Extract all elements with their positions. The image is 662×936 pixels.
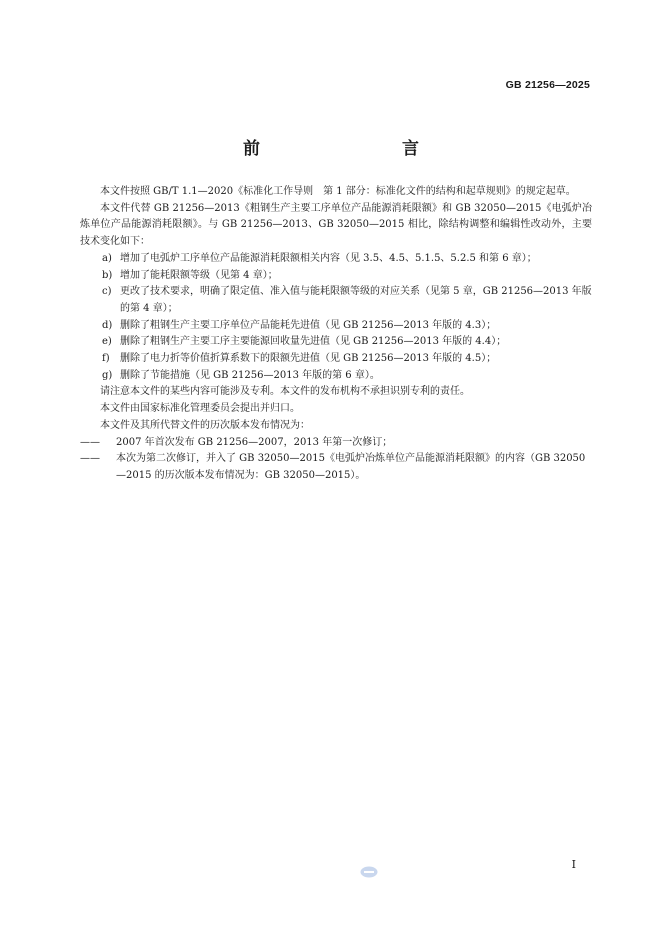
list-marker: c) [102, 286, 112, 298]
paragraph-replacement: 本文件代替 GB 21256—2013《粗钢生产主要工序单位产品能源消耗限额》和 GB 32050—2015《电弧炉冶炼单位产品能源消耗限额》。与 GB 21256—2013、GB 32050—2015 相比，除结构调整和编辑性改动外，主要技术变化如下： [80, 202, 592, 248]
changes-list [80, 251, 592, 385]
paragraph-history-intro: 本文件及其所代替文件的历次版本发布情况为： [100, 419, 310, 431]
list-marker: a) [102, 252, 112, 264]
preface-body [80, 184, 592, 485]
dash-marker: —— [80, 453, 100, 465]
history-item [80, 451, 592, 484]
history-item-text: 本次为第二次修订，并入了 GB 32050—2015《电弧炉冶炼单位产品能源消耗限额》的内容（GB 32050—2015 的历次版本发布情况为：GB 32050—2015）。 [116, 453, 586, 481]
list-item [80, 351, 592, 368]
paragraph-patent-note: 请注意本文件的某些内容可能涉及专利。本文件的发布机构不承担识别专利的责任。 [100, 386, 470, 398]
list-item-text: 删除了电力折等价值折算系数下的限额先进值（见 GB 21256—2013 年版的 4.5）； [120, 353, 497, 365]
sac-logo-icon [360, 866, 378, 878]
list-marker: g) [102, 369, 113, 381]
list-item-text: 增加了能耗限额等级（见第 4 章）； [120, 269, 278, 281]
history-list [80, 435, 592, 485]
page-title: 前 言 [243, 139, 455, 159]
list-item-text: 删除了粗钢生产主要工序单位产品能耗先进值（见 GB 21256—2013 年版的 4.3）； [120, 319, 497, 331]
list-item [80, 268, 592, 285]
paragraph-proposer: 本文件由国家标准化管理委员会提出并归口。 [100, 403, 300, 415]
list-marker: b) [102, 269, 113, 281]
list-item-text: 删除了节能措施（见 GB 21256—2013 年版的第 6 章）。 [120, 369, 380, 381]
history-item-text: 2007 年首次发布 GB 21256—2007，2013 年第一次修订； [116, 436, 393, 448]
list-item [80, 284, 592, 317]
history-item [80, 435, 592, 452]
dash-marker: —— [80, 436, 100, 448]
list-marker: e) [102, 336, 112, 348]
standard-number: GB 21256—2025 [505, 79, 590, 91]
list-item [80, 251, 592, 268]
list-marker: d) [102, 319, 113, 331]
page-number: I [571, 858, 576, 871]
list-item [80, 368, 592, 385]
list-marker: f) [102, 353, 110, 365]
list-item-text: 删除了粗钢生产主要工序主要能源回收量先进值（见 GB 21256—2013 年版的 4.4）； [120, 336, 507, 348]
list-item [80, 318, 592, 335]
list-item-text: 更改了技术要求，明确了限定值、准入值与能耗限额等级的对应关系（见第 5 章，GB 21256—2013 年版的第 4 章）； [120, 286, 592, 314]
paragraph-drafting-rules: 本文件按照 GB/T 1.1—2020《标准化工作导则 第 1 部分：标准化文件的结构和起草规则》的规定起草。 [100, 186, 576, 197]
list-item-text: 增加了电弧炉工序单位产品能源消耗限额相关内容（见 3.5、4.5、5.1.5、5.2.5 和第 6 章）； [120, 252, 537, 264]
list-item [80, 334, 592, 351]
